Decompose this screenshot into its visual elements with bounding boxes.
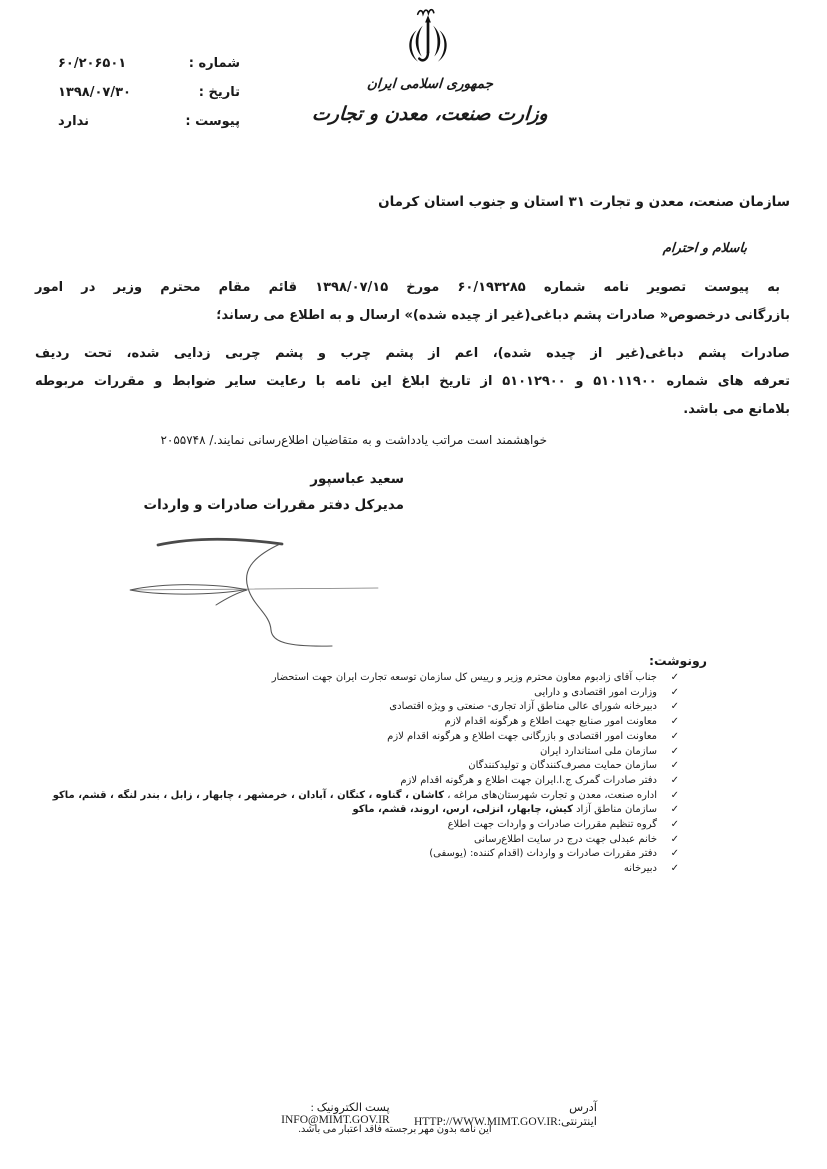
cc-item <box>117 862 679 877</box>
cc-item-text: معاونت امور صنایع جهت اطلاع و هرگونه اقدام لازم <box>444 716 657 728</box>
body-paragraph-2 <box>35 340 790 424</box>
cc-item-text: دفتر مقررات صادرات و واردات (اقدام کننده: (یوسفی) <box>429 848 657 860</box>
cc-item <box>117 671 679 686</box>
letter-attachment-row <box>58 114 240 129</box>
footer-validity-note: این نامه بدون مهر برجسته فاقد اعتبار می باشد. <box>298 1124 492 1135</box>
cc-item <box>117 774 679 789</box>
iran-national-emblem-icon <box>396 6 460 76</box>
cc-item <box>117 833 679 848</box>
cc-item-text: دبیرخانه <box>623 863 657 875</box>
cc-section <box>52 653 707 877</box>
ministry-title: وزارت صنعت، معدن و تجارت <box>311 103 549 125</box>
cc-item-text: سازمان ملی استاندارد ایران <box>539 745 657 757</box>
check-icon: ✓ <box>670 730 679 742</box>
letter-meta-block <box>58 56 240 143</box>
check-icon: ✓ <box>670 804 679 816</box>
check-icon: ✓ <box>670 863 679 875</box>
letter-attachment-value: ندارد <box>58 114 90 129</box>
check-icon: ✓ <box>670 701 679 713</box>
letter-attachment-label: پیوست : <box>185 114 240 129</box>
cc-item-text: گروه تنظیم مقررات صادرات و واردات جهت اطلاع <box>447 819 657 831</box>
check-icon: ✓ <box>670 848 679 860</box>
body-paragraph-1 <box>35 274 790 330</box>
cc-heading: رونوشت: <box>648 653 707 668</box>
body-line: تعرفه های شماره ۵۱۰۱۱۹۰۰ و ۵۱۰۱۲۹۰۰ از تاریخ ابلاغ این نامه با رعایت سایر ضوابط و مقررات مربوطه <box>35 374 790 389</box>
footer-website: آدرس اینترنتی:HTTP://WWW.MIMT.GOV.IR <box>414 1102 597 1128</box>
cc-item-text: معاونت امور اقتصادی و بازرگانی جهت اطلاع و هرگونه اقدام لازم <box>387 730 657 742</box>
body-line: بلامانع می باشد. <box>683 402 790 417</box>
cc-list <box>52 671 707 877</box>
letter-date-row <box>58 85 240 100</box>
letter-body <box>35 274 790 453</box>
body-line: به پیوست تصویر نامه شماره ۶۰/۱۹۳۲۸۵ مورخ ۱۳۹۸/۰۷/۱۵ قائم مقام محترم وزیر در امور <box>35 280 781 295</box>
check-icon: ✓ <box>670 716 679 728</box>
cc-item <box>117 730 679 745</box>
check-icon: ✓ <box>670 819 679 831</box>
cc-item-text: وزارت امور اقتصادی و دارایی <box>534 686 657 698</box>
letter-date-value: ۱۳۹۸/۰۷/۳۰ <box>58 85 131 100</box>
cc-item <box>117 818 679 833</box>
body-line: بازرگانی درخصوص« صادرات پشم دباغی(غیر از چیده شده)» ارسال و به اطلاع می رساند؛ <box>216 308 790 323</box>
signature-block <box>112 466 404 518</box>
republic-title: جمهوری اسلامی ایران <box>366 76 494 92</box>
cc-item <box>117 803 679 818</box>
check-icon: ✓ <box>670 833 679 845</box>
cc-item-text: سازمان حمایت مصرف‌کنندگان و تولیدکنندگان <box>468 760 657 772</box>
cc-item <box>117 847 679 862</box>
cc-item-text: اداره صنعت، معدن و تجارت شهرستان‌های مراغه ، کاشان ، گناوه ، کنگان ، آبادان ، خرمشهر ، چابهار ، زابل ، بندر لنگه ، قشم، ماکو <box>52 789 657 801</box>
addressee-line: سازمان صنعت، معدن و تجارت ۳۱ استان و جنوب استان کرمان <box>378 194 790 210</box>
footer-email: پست الکترونیک : INFO@MIMT.GOV.IR <box>281 1102 390 1126</box>
cc-item-text: خانم عبدلی جهت درج در سایت اطلاع‌رسانی <box>473 833 657 845</box>
check-icon: ✓ <box>670 745 679 757</box>
salutation-line: باسلام و احترام <box>662 241 748 256</box>
letter-number-label: شماره : <box>188 56 240 71</box>
check-icon: ✓ <box>670 686 679 698</box>
cc-item <box>117 700 679 715</box>
cc-item-text: دفتر صادرات گمرک ج.ا.ایران جهت اطلاع و هرگونه اقدام لازم <box>400 774 657 786</box>
check-icon: ✓ <box>670 774 679 786</box>
cc-item <box>117 715 679 730</box>
cc-item <box>117 759 679 774</box>
check-icon: ✓ <box>670 760 679 772</box>
cc-item-text: جناب آقای زادبوم معاون محترم وزیر و رییس کل سازمان توسعه تجارت ایران جهت استحضار <box>271 672 657 683</box>
cc-item-text: سازمان مناطق آزاد کیش، چابهار، انزلی، ارس، اروند، قشم، ماکو <box>352 804 657 816</box>
cc-item <box>117 745 679 760</box>
cc-item <box>117 686 679 701</box>
closing-line: خواهشمند است مراتب یادداشت و به متقاضیان اطلاع‌رسانی نمایند./ ۲۰۵۵۷۴۸ <box>160 433 547 447</box>
letter-number-row <box>58 56 240 71</box>
handwritten-signature <box>100 530 400 664</box>
letter-number-value: ۶۰/۲۰۶۵۰۱ <box>58 56 127 71</box>
check-icon: ✓ <box>670 672 679 683</box>
cc-item <box>52 789 679 804</box>
check-icon: ✓ <box>670 789 679 801</box>
letter-date-label: تاریخ : <box>198 85 240 100</box>
signer-name: سعید عباسپور <box>310 471 404 487</box>
cc-item-text: دبیرخانه شورای عالی مناطق آزاد تجاری- صنعتی و ویژه اقتصادی <box>389 701 657 713</box>
body-line: صادرات پشم دباغی(غیر از چیده شده)، اعم از پشم چرب و پشم چربی زدایی شده، تحت ردیف <box>35 346 790 361</box>
signer-title: مدیرکل دفتر مقررات صادرات و واردات <box>143 497 404 513</box>
